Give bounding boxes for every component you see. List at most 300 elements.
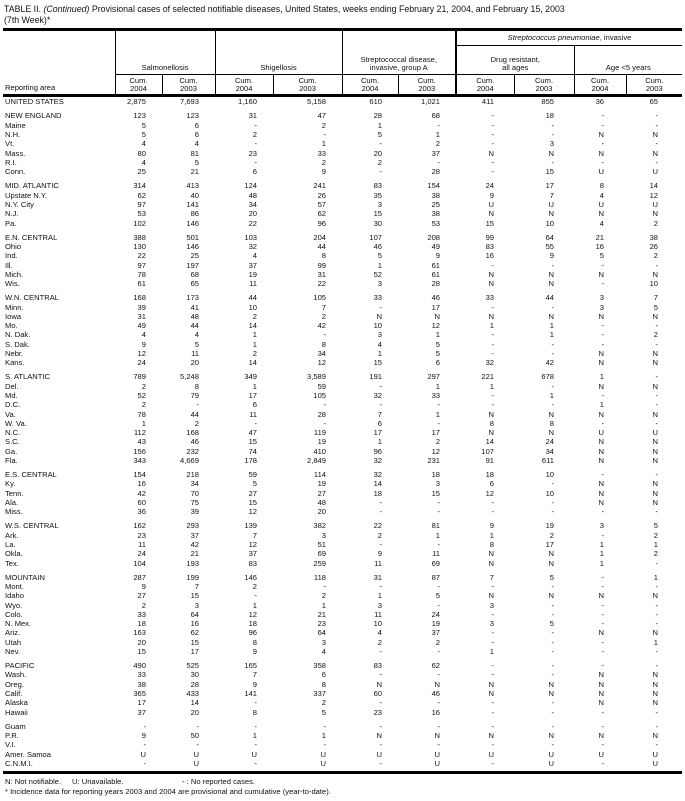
- value-cell: 8: [252, 637, 258, 647]
- value-cell: 1: [377, 591, 383, 601]
- value-cell: 20: [317, 507, 327, 517]
- value-cell: -: [601, 157, 605, 167]
- value-cell: 44: [190, 409, 200, 419]
- value-cell: 2: [141, 381, 146, 391]
- value-cell: 32: [485, 358, 495, 368]
- value-cell: -: [655, 339, 659, 349]
- table-row: [3, 750, 682, 759]
- value-cell: U: [652, 758, 659, 768]
- value-cell: 2: [321, 120, 327, 130]
- value-cell: 382: [313, 521, 327, 531]
- value-cell: -: [491, 740, 495, 750]
- group-label-italic: Streptococcus pneumoniae: [507, 33, 600, 43]
- value-cell: 24: [431, 609, 441, 619]
- value-cell: 47: [317, 111, 327, 121]
- value-cell: 12: [137, 348, 146, 358]
- value-cell: 44: [248, 293, 258, 303]
- value-cell: N: [598, 498, 605, 508]
- value-cell: 5: [141, 130, 146, 140]
- column-header-cum-2004: Cum. 2004: [342, 75, 398, 96]
- value-cell: 55: [545, 241, 555, 251]
- value-cell: 123: [133, 111, 146, 121]
- value-cell: N: [548, 428, 555, 438]
- value-cell: -: [437, 120, 441, 130]
- table-row: [3, 759, 682, 768]
- value-cell: 19: [248, 269, 258, 279]
- value-cell: 81: [190, 148, 200, 158]
- value-cell: 146: [186, 241, 200, 251]
- value-cell: 232: [186, 446, 200, 456]
- value-cell: U: [488, 199, 495, 209]
- value-cell: 10: [248, 302, 258, 312]
- reporting-area-cell: Miss.: [5, 507, 23, 517]
- table-row: [3, 549, 682, 558]
- value-cell: 14: [649, 181, 659, 191]
- value-cell: N: [488, 591, 495, 601]
- value-cell: -: [437, 507, 441, 517]
- value-cell: 64: [545, 232, 555, 242]
- reporting-area-cell: Utah: [5, 637, 22, 647]
- reporting-area-cell: R.I.: [5, 157, 17, 167]
- value-cell: -: [437, 740, 441, 750]
- table-row: [3, 130, 682, 139]
- value-cell: N: [652, 731, 659, 741]
- column-header-reporting-area: Reporting area: [3, 30, 115, 96]
- value-cell: 1,160: [238, 97, 258, 107]
- value-cell: U: [193, 758, 200, 768]
- value-cell: 53: [431, 218, 441, 228]
- value-cell: N: [598, 689, 605, 699]
- value-cell: 3: [377, 279, 383, 289]
- value-cell: -: [437, 400, 441, 410]
- value-cell: 6: [252, 400, 258, 410]
- value-cell: 62: [431, 661, 441, 671]
- value-cell: 105: [313, 293, 327, 303]
- value-cell: 62: [190, 628, 200, 638]
- value-cell: 42: [137, 488, 146, 498]
- value-cell: 83: [373, 181, 383, 191]
- value-cell: -: [254, 758, 258, 768]
- value-cell: 139: [244, 521, 258, 531]
- value-cell: -: [551, 698, 555, 708]
- value-cell: 15: [248, 437, 258, 447]
- value-cell: 27: [317, 488, 327, 498]
- value-cell: N: [652, 130, 659, 140]
- value-cell: -: [254, 740, 258, 750]
- value-cell: 411: [481, 97, 495, 107]
- reporting-area-cell: Ga.: [5, 446, 18, 456]
- value-cell: U: [320, 758, 327, 768]
- value-cell: -: [601, 661, 605, 671]
- value-cell: N: [376, 679, 383, 689]
- value-cell: 123: [186, 111, 200, 121]
- value-cell: -: [254, 139, 258, 149]
- value-cell: -: [379, 507, 383, 517]
- value-cell: N: [548, 409, 555, 419]
- value-cell: 8: [599, 181, 605, 191]
- table-row: [3, 498, 682, 507]
- value-cell: -: [379, 721, 383, 731]
- value-cell: N: [598, 628, 605, 638]
- value-cell: 19: [317, 437, 327, 447]
- value-cell: -: [491, 698, 495, 708]
- value-cell: 17: [137, 698, 146, 708]
- value-cell: N: [652, 409, 659, 419]
- value-cell: 32: [373, 470, 383, 480]
- reporting-area-cell: N.H.: [5, 130, 21, 140]
- value-cell: 16: [595, 241, 605, 251]
- value-cell: 3: [489, 600, 495, 610]
- value-cell: 12: [248, 609, 258, 619]
- value-cell: 11: [374, 609, 383, 619]
- value-cell: 4: [194, 139, 200, 149]
- value-cell: 2,875: [126, 97, 146, 107]
- value-cell: 59: [248, 470, 258, 480]
- reporting-area-cell: D.C.: [5, 400, 21, 410]
- column-group-strep-a: [342, 30, 456, 75]
- notifiable-diseases-table: [3, 28, 682, 774]
- column-group-strep-pneumoniae: [456, 30, 682, 46]
- value-cell: 2: [252, 130, 258, 140]
- value-cell: -: [655, 120, 659, 130]
- reporting-area-cell: S.C.: [5, 437, 20, 447]
- table-row: [3, 740, 682, 749]
- value-cell: 168: [186, 428, 200, 438]
- value-cell: N: [548, 591, 555, 601]
- value-cell: 9: [141, 582, 146, 591]
- value-cell: 5,158: [307, 97, 327, 107]
- value-cell: -: [655, 661, 659, 671]
- value-cell: 32: [373, 456, 383, 466]
- reporting-area-cell: P.R.: [5, 731, 19, 741]
- value-cell: 50: [190, 731, 200, 741]
- table-row: [3, 647, 682, 656]
- value-cell: 1: [252, 339, 258, 349]
- value-cell: 2: [321, 698, 327, 708]
- reporting-area-cell: N. Mex.: [5, 619, 32, 629]
- value-cell: -: [437, 721, 441, 731]
- value-cell: -: [491, 302, 495, 312]
- value-cell: -: [323, 721, 327, 731]
- value-cell: -: [601, 321, 605, 331]
- value-cell: -: [491, 111, 495, 121]
- value-cell: 5: [435, 348, 441, 358]
- value-cell: 20: [248, 209, 258, 219]
- value-cell: U: [598, 749, 605, 759]
- value-cell: -: [655, 321, 659, 331]
- value-cell: -: [196, 400, 200, 410]
- value-cell: N: [598, 209, 605, 219]
- value-cell: 38: [137, 679, 146, 689]
- value-cell: 17: [190, 647, 200, 657]
- value-cell: -: [491, 130, 495, 140]
- value-cell: 162: [133, 521, 146, 531]
- value-cell: N: [488, 279, 495, 289]
- value-cell: 173: [186, 293, 200, 303]
- value-cell: 62: [317, 209, 327, 219]
- value-cell: -: [491, 507, 495, 517]
- value-cell: N: [652, 498, 659, 508]
- value-cell: -: [551, 582, 555, 591]
- value-cell: 8: [321, 251, 327, 261]
- value-cell: 96: [373, 446, 383, 456]
- value-cell: 24: [137, 549, 146, 559]
- value-cell: -: [437, 498, 441, 508]
- value-cell: -: [601, 637, 605, 647]
- value-cell: N: [548, 279, 555, 289]
- value-cell: 241: [313, 181, 327, 191]
- value-cell: 15: [431, 488, 441, 498]
- value-cell: N: [548, 549, 555, 559]
- value-cell: 855: [541, 97, 555, 107]
- value-cell: 10: [545, 218, 555, 228]
- value-cell: 48: [317, 498, 327, 508]
- value-cell: -: [655, 139, 659, 149]
- reporting-area-cell: Ind.: [5, 251, 18, 261]
- value-cell: 104: [133, 558, 146, 568]
- table-row: [3, 619, 682, 628]
- value-cell: 4,669: [180, 456, 200, 466]
- value-cell: 6: [194, 130, 200, 140]
- value-cell: 22: [373, 521, 383, 531]
- value-cell: -: [655, 740, 659, 750]
- value-cell: N: [598, 269, 605, 279]
- table-row: [3, 181, 682, 190]
- table-row: [3, 698, 682, 707]
- value-cell: N: [548, 311, 555, 321]
- table-row: [3, 219, 682, 228]
- table-end-padding: [3, 768, 682, 773]
- value-cell: 37: [431, 628, 441, 638]
- value-cell: 163: [133, 628, 146, 638]
- reporting-area-cell: V.I.: [5, 740, 16, 750]
- value-cell: 1: [321, 731, 327, 741]
- value-cell: U: [548, 758, 555, 768]
- value-cell: 15: [248, 498, 258, 508]
- value-cell: 2: [653, 251, 659, 261]
- table-row: [3, 661, 682, 670]
- value-cell: 1: [599, 400, 605, 410]
- value-cell: 4: [377, 339, 383, 349]
- value-cell: 10: [373, 619, 383, 629]
- value-cell: -: [655, 558, 659, 568]
- reporting-area-cell: N. Dak.: [5, 330, 31, 340]
- value-cell: 79: [190, 390, 200, 400]
- value-cell: N: [652, 148, 659, 158]
- value-cell: -: [601, 279, 605, 289]
- value-cell: -: [551, 609, 555, 619]
- value-cell: -: [379, 582, 383, 591]
- reporting-area-cell: NEW ENGLAND: [5, 111, 62, 121]
- value-cell: 5: [549, 619, 555, 629]
- value-cell: 141: [186, 199, 200, 209]
- value-cell: 15: [373, 209, 383, 219]
- value-cell: N: [488, 148, 495, 158]
- value-cell: -: [491, 120, 495, 130]
- value-cell: 7: [252, 670, 258, 680]
- table-row: [3, 321, 682, 330]
- value-cell: 12: [485, 488, 495, 498]
- value-cell: 36: [137, 507, 146, 517]
- value-cell: -: [491, 721, 495, 731]
- value-cell: 3: [321, 530, 327, 540]
- value-cell: N: [598, 679, 605, 689]
- reporting-area-cell: E.N. CENTRAL: [5, 232, 58, 242]
- table-header: [3, 30, 682, 96]
- value-cell: -: [437, 582, 441, 591]
- value-cell: N: [376, 311, 383, 321]
- value-cell: N: [652, 381, 659, 391]
- value-cell: 112: [133, 428, 146, 438]
- value-cell: -: [551, 507, 555, 517]
- value-cell: 199: [186, 572, 200, 582]
- value-cell: 1: [489, 381, 495, 391]
- value-cell: 231: [427, 456, 441, 466]
- value-cell: 42: [317, 321, 327, 331]
- value-cell: 1: [321, 600, 327, 610]
- value-cell: 5: [549, 572, 555, 582]
- table-row: [3, 447, 682, 456]
- table-row: [3, 340, 682, 349]
- value-cell: 5: [653, 521, 659, 531]
- value-cell: N: [488, 549, 495, 559]
- value-cell: 26: [649, 241, 659, 251]
- value-cell: N: [488, 558, 495, 568]
- value-cell: U: [598, 199, 605, 209]
- value-cell: 5: [599, 251, 605, 261]
- value-cell: 4: [599, 190, 605, 200]
- table-week: (7th Week)*: [4, 14, 51, 25]
- value-cell: U: [320, 749, 327, 759]
- value-cell: 1: [252, 381, 258, 391]
- value-cell: 6: [321, 670, 327, 680]
- value-cell: 208: [427, 232, 441, 242]
- value-cell: N: [652, 479, 659, 489]
- value-cell: N: [652, 698, 659, 708]
- value-cell: 42: [545, 358, 555, 368]
- value-cell: 4: [252, 251, 258, 261]
- value-cell: 1: [435, 130, 441, 140]
- value-cell: 297: [427, 372, 441, 382]
- value-cell: -: [491, 348, 495, 358]
- value-cell: 2: [252, 582, 258, 591]
- value-cell: 1: [377, 348, 383, 358]
- value-cell: U: [434, 749, 441, 759]
- value-cell: 8: [321, 679, 327, 689]
- value-cell: 4: [321, 647, 327, 657]
- table-row: [3, 540, 682, 549]
- reporting-area-cell: Conn.: [5, 167, 26, 177]
- value-cell: 14: [373, 479, 383, 489]
- value-cell: -: [551, 628, 555, 638]
- value-cell: 37: [431, 148, 441, 158]
- value-cell: 3: [489, 619, 495, 629]
- column-header-cum-2003: Cum. 2003: [398, 75, 456, 96]
- value-cell: -: [655, 647, 659, 657]
- reporting-area-cell: Tex.: [5, 558, 19, 568]
- value-cell: 64: [317, 628, 327, 638]
- value-cell: 33: [137, 670, 146, 680]
- column-header-cum-2003: Cum. 2003: [514, 75, 574, 96]
- column-group-drug-resistant: [456, 46, 574, 75]
- value-cell: 53: [137, 209, 146, 219]
- value-cell: 107: [369, 232, 383, 242]
- column-header-cum-2003: Cum. 2003: [273, 75, 342, 96]
- value-cell: 1: [489, 647, 495, 657]
- table-row: [3, 111, 682, 120]
- value-cell: 46: [431, 293, 441, 303]
- reporting-area-cell: S. Dak.: [5, 339, 30, 349]
- value-cell: 2: [377, 157, 383, 167]
- value-cell: 5,248: [180, 372, 200, 382]
- value-cell: -: [551, 637, 555, 647]
- value-cell: -: [379, 540, 383, 550]
- reporting-area-cell: Idaho: [5, 591, 25, 601]
- column-header-cum-2003: Cum. 2003: [162, 75, 215, 96]
- value-cell: -: [655, 609, 659, 619]
- value-cell: 68: [190, 269, 200, 279]
- value-cell: 33: [485, 293, 495, 303]
- value-cell: N: [652, 437, 659, 447]
- value-cell: -: [491, 707, 495, 717]
- value-cell: -: [551, 740, 555, 750]
- reporting-area-cell: C.N.M.I.: [5, 758, 33, 768]
- value-cell: 17: [431, 428, 441, 438]
- value-cell: -: [601, 530, 605, 540]
- value-cell: 9: [435, 251, 441, 261]
- value-cell: -: [655, 707, 659, 717]
- table-row: [3, 200, 682, 209]
- value-cell: -: [551, 339, 555, 349]
- value-cell: -: [601, 470, 605, 480]
- value-cell: -: [379, 302, 383, 312]
- value-cell: -: [379, 167, 383, 177]
- table-row: [3, 591, 682, 600]
- table-row: [3, 139, 682, 148]
- value-cell: N: [488, 689, 495, 699]
- value-cell: 9: [141, 339, 146, 349]
- value-cell: 43: [137, 437, 146, 447]
- value-cell: N: [598, 311, 605, 321]
- value-cell: 14: [248, 358, 258, 368]
- value-cell: N: [548, 679, 555, 689]
- value-cell: 2,849: [307, 456, 327, 466]
- value-cell: N: [598, 591, 605, 601]
- value-cell: 8: [549, 418, 555, 428]
- value-cell: 9: [489, 521, 495, 531]
- value-cell: -: [551, 707, 555, 717]
- value-cell: -: [379, 740, 383, 750]
- value-cell: 12: [248, 507, 258, 517]
- value-cell: 3: [599, 521, 605, 531]
- value-cell: 81: [431, 521, 441, 531]
- value-cell: 7: [377, 409, 383, 419]
- value-cell: 18: [248, 619, 258, 629]
- reporting-area-cell: N.Y. City: [5, 199, 34, 209]
- value-cell: -: [379, 698, 383, 708]
- value-cell: -: [551, 381, 555, 391]
- reporting-area-cell: Vt.: [5, 139, 15, 149]
- value-cell: 1: [252, 731, 258, 741]
- value-cell: 3,589: [307, 372, 327, 382]
- value-cell: 1: [489, 321, 495, 331]
- table-row: [3, 382, 682, 391]
- value-cell: N: [598, 409, 605, 419]
- value-cell: 21: [317, 609, 327, 619]
- value-cell: N: [598, 358, 605, 368]
- reporting-area-cell: Ala.: [5, 498, 19, 508]
- reporting-area-cell: Mo.: [5, 321, 18, 331]
